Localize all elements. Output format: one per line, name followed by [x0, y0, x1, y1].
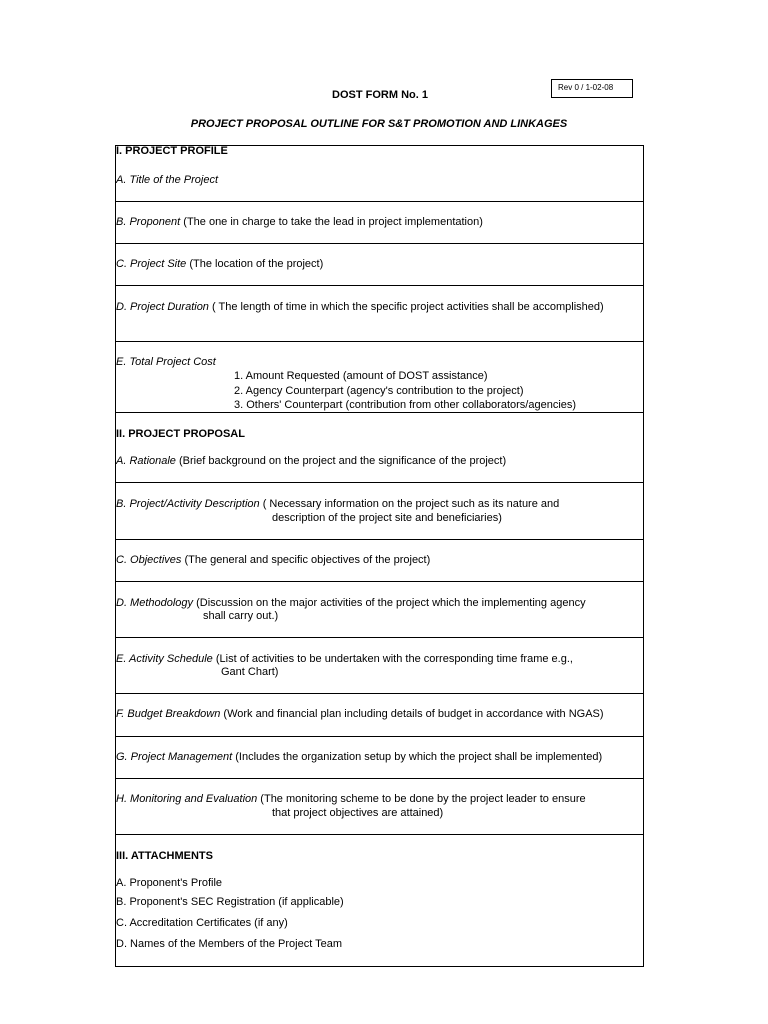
- proposal-item-objectives: C. Objectives (The general and specific objectives of the project): [116, 554, 431, 566]
- row-divider: [115, 637, 644, 638]
- attachment-item: D. Names of the Members of the Project Team: [116, 938, 342, 950]
- row-divider: [115, 834, 644, 835]
- row-divider: [115, 482, 644, 483]
- cost-subitem: 1. Amount Requested (amount of DOST assistance): [234, 370, 488, 382]
- form-subtitle: PROJECT PROPOSAL OUTLINE FOR S&T PROMOTION AND LINKAGES: [190, 118, 568, 130]
- row-divider: [115, 201, 644, 202]
- row-divider: [115, 285, 644, 286]
- profile-item-title: A. Title of the Project: [116, 174, 219, 186]
- row-divider: [115, 341, 644, 342]
- form-number: DOST FORM No. 1: [332, 89, 428, 101]
- row-divider: [115, 243, 644, 244]
- profile-item-proponent: B. Proponent (The one in charge to take the lead in project implementation): [116, 216, 483, 228]
- proposal-item-schedule-cont: Gant Chart): [221, 666, 279, 678]
- profile-item-site: C. Project Site (The location of the project): [116, 258, 324, 270]
- section-heading-profile: I. PROJECT PROFILE: [116, 145, 228, 157]
- row-divider: [115, 778, 644, 779]
- row-divider: [115, 693, 644, 694]
- row-divider: [115, 539, 644, 540]
- proposal-item-schedule: E. Activity Schedule (List of activities to be undertaken with the corresponding time frame e.g.,: [116, 653, 573, 665]
- cost-subitem: 2. Agency Counterpart (agency's contribution to the project): [234, 385, 524, 397]
- proposal-item-monitoring: H. Monitoring and Evaluation (The monitoring scheme to be done by the project leader to ensure: [116, 793, 586, 805]
- row-divider: [115, 736, 644, 737]
- proposal-item-rationale: A. Rationale (Brief background on the project and the significance of the project): [116, 455, 507, 467]
- attachment-item: C. Accreditation Certificates (if any): [116, 917, 288, 929]
- row-divider: [115, 581, 644, 582]
- proposal-item-budget: F. Budget Breakdown (Work and financial plan including details of budget in accordance with NGAS): [116, 708, 604, 720]
- proposal-item-methodology: D. Methodology (Discussion on the major activities of the project which the implementing agency: [116, 597, 586, 609]
- profile-item-duration: D. Project Duration ( The length of time in which the specific project activities shall be accomplished): [116, 301, 604, 313]
- proposal-item-description: B. Project/Activity Description ( Necessary information on the project such as its nature and: [116, 498, 560, 510]
- proposal-item-monitoring-cont: that project objectives are attained): [272, 807, 444, 819]
- revision-box: Rev 0 / 1-02-08: [551, 79, 633, 98]
- row-divider: [115, 412, 644, 413]
- proposal-item-management: G. Project Management (Includes the organization setup by which the project shall be implemented): [116, 751, 603, 763]
- attachment-item: B. Proponent's SEC Registration (if applicable): [116, 896, 344, 908]
- section-heading-attachments: III. ATTACHMENTS: [116, 850, 213, 862]
- proposal-item-methodology-cont: shall carry out.): [203, 610, 279, 622]
- attachment-item: A. Proponent's Profile: [116, 877, 223, 889]
- cost-subitem: 3. Others' Counterpart (contribution from other collaborators/agencies): [234, 399, 577, 411]
- profile-item-cost: E. Total Project Cost: [116, 356, 216, 368]
- proposal-item-description-cont: description of the project site and beneficiaries): [272, 512, 502, 524]
- section-heading-proposal: II. PROJECT PROPOSAL: [116, 428, 245, 440]
